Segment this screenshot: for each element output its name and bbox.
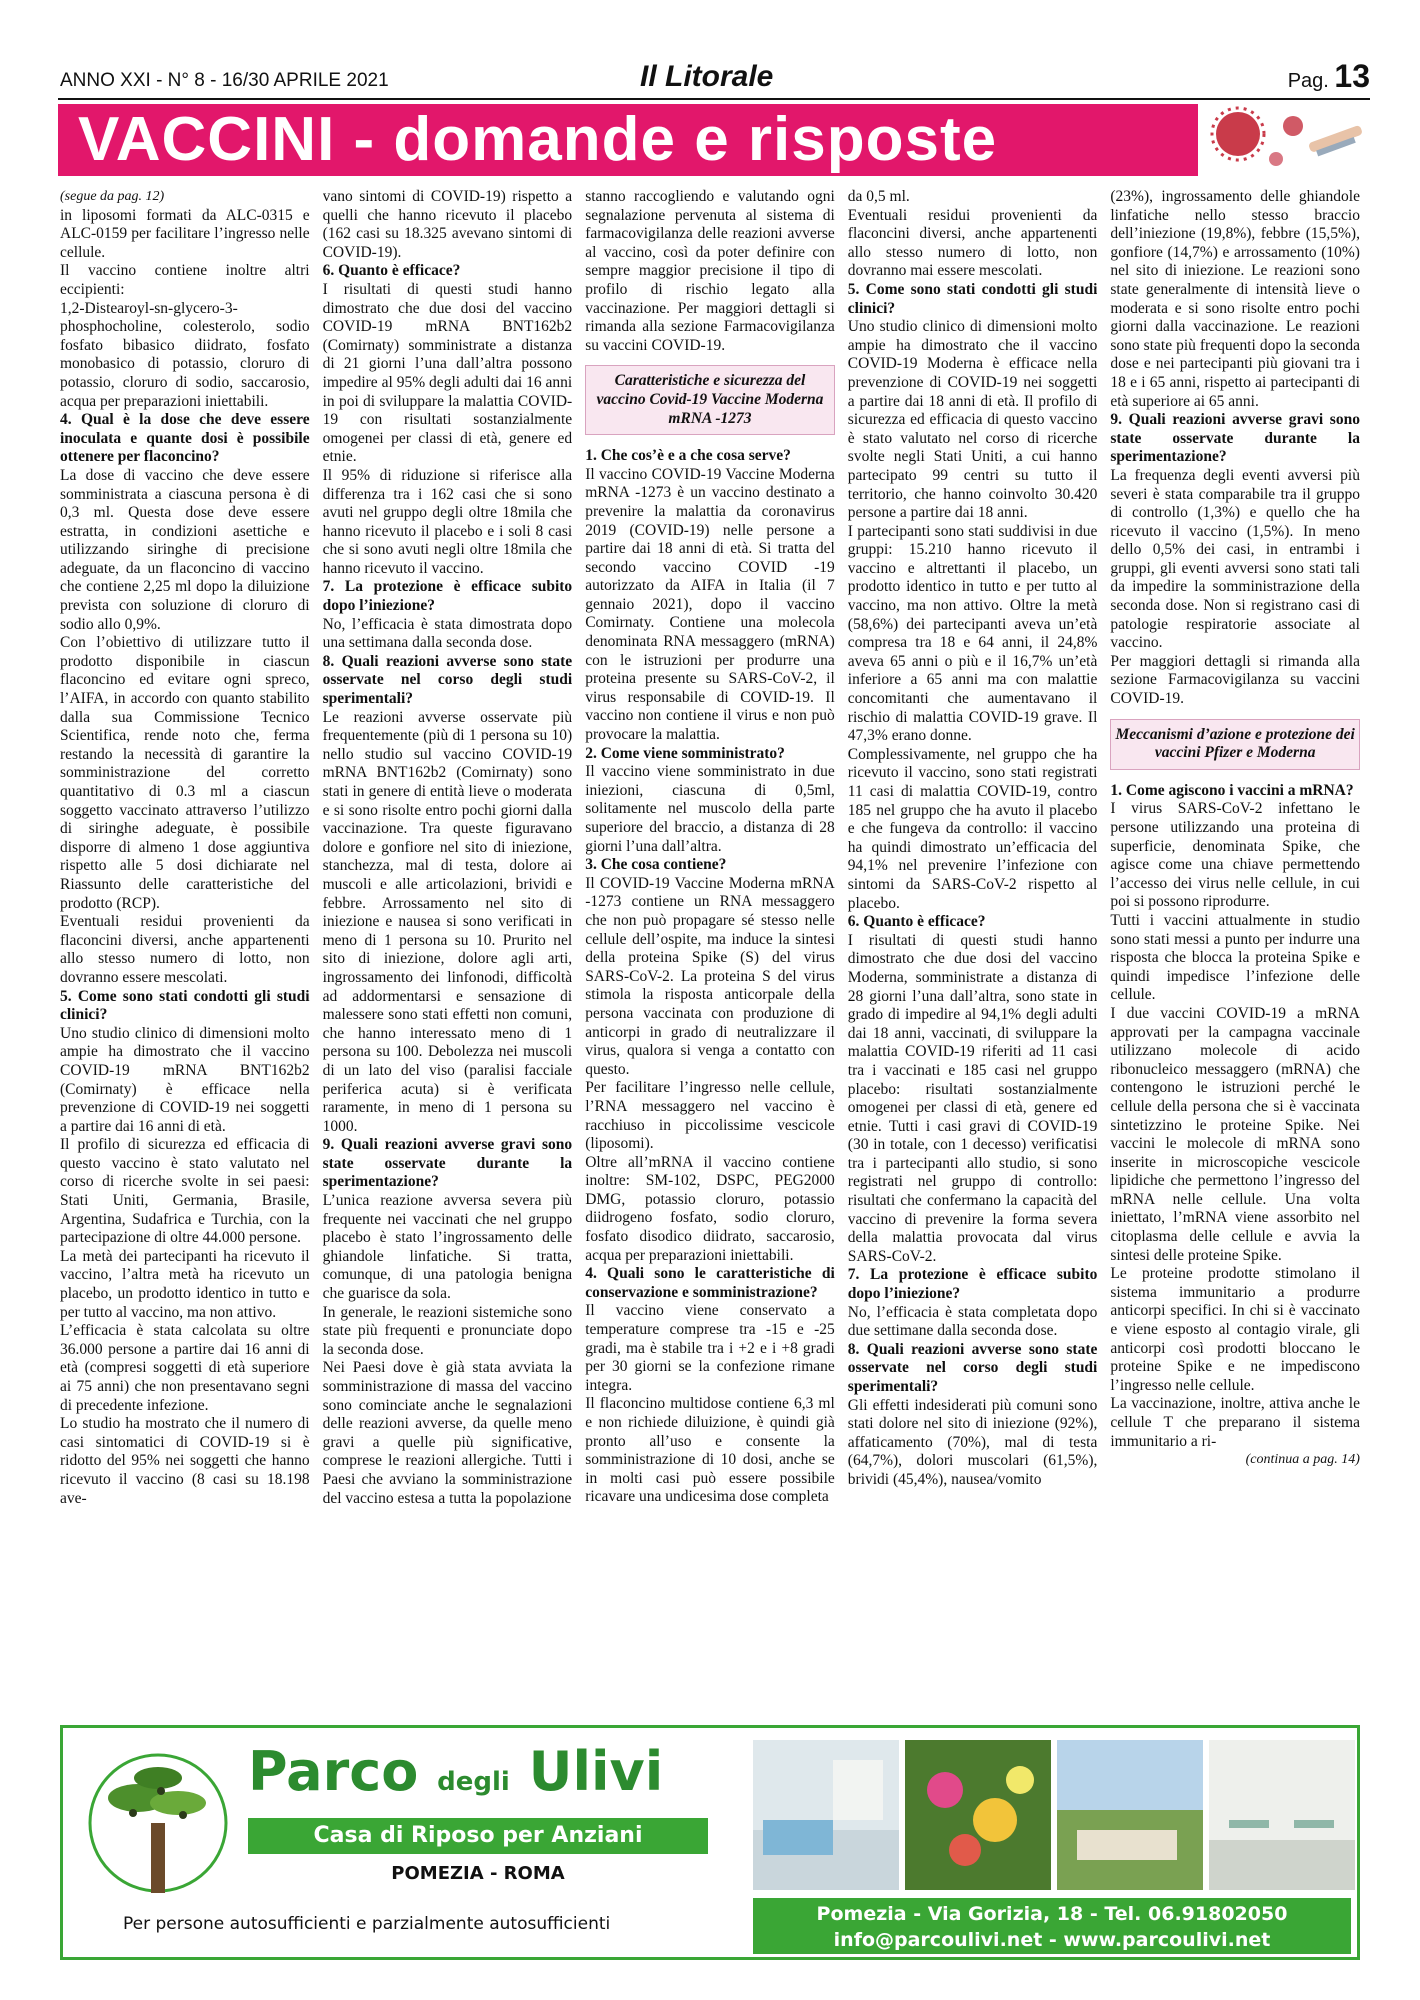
paragraph: stanno raccogliendo e valutando ogni segnalazione pervenuta al sistema di farmacovigilanza delle reazioni avverse al vaccino, così da poter definire con sempre maggior precisione il tipo di profilo di rischio legato alla vaccinazione. Per maggiori dettagli si rimanda alla sezione Farmacovigilanza su vaccini COVID-19.	[585, 188, 835, 354]
paragraph: Il vaccino viene conservato a temperature comprese tra -15 e -25 gradi, ma è stabile tra i +2 e i +8 gradi per 30 giorni se la confezione rimane integra.	[585, 1302, 835, 1394]
subsection-box: Meccanismi d’azione e protezione dei vaccini Pfizer e Moderna	[1110, 719, 1360, 770]
newspaper-name: Il Litorale	[640, 60, 774, 93]
paragraph: Per facilitare l’ingresso nelle cellule, l’RNA messaggero nel vaccino è racchiuso in piccolissime vescicole (liposomi).	[585, 1079, 835, 1153]
issue-info: ANNO XXI - N° 8 - 16/30 APRILE 2021	[60, 70, 389, 91]
question-heading: 4. Quali sono le caratteristiche di conservazione e somministrazione?	[585, 1265, 835, 1301]
paragraph: Per maggiori dettagli si rimanda alla sezione Farmacovigilanza su vaccini COVID-19.	[1110, 652, 1360, 708]
question-heading: 7. La protezione è efficace subito dopo l’iniezione?	[847, 1266, 1098, 1303]
paragraph: Il vaccino COVID-19 Vaccine Moderna mRNA -1273 è un vaccino destinato a prevenire la malattia da coronavirus 2019 (COVID-19) nelle persone a partire dai 18 anni di età. Si tratta del secondo vaccino COVID -19 autorizzato da AIFA in Italia (il 7 gennaio 2021), dopo il vaccino Comirnaty. Contiene una molecola denominata RNA messaggero (mRNA) con le istruzioni per produrre una proteina presente su SARS-CoV-2, il virus responsabile di COVID-19. Il vaccino non contiene il virus e non può provocare la malattia.	[585, 465, 835, 744]
paragraph: La frequenza degli eventi avversi più severi è stata comparabile tra il gruppo di controllo (1,3%) e quello che ha ricevuto il vaccino (1,5%). In meno dello 0,5% dei casi, in entrambi i gruppi, gli eventi avversi sono stati tali da impedire la somministrazione della seconda dose. Non si registrano casi di patologie respiratorie associate al vaccino.	[1110, 466, 1360, 652]
question-heading: 9. Quali reazioni avverse gravi sono state osservate durante la sperimentazione?	[1110, 411, 1360, 466]
continued-note: (segue da pag. 12)	[60, 189, 165, 204]
garden-photo	[1057, 1740, 1203, 1890]
subsection-box: Caratteristiche e sicurezza del vaccino Covid-19 Vaccine Moderna mRNA -1273	[585, 365, 835, 435]
column-5	[1110, 188, 1360, 1708]
column-3	[585, 188, 835, 1708]
column-4	[848, 188, 1098, 1708]
section-banner: VACCINI - domande e risposte	[58, 104, 1198, 176]
paragraph: Il vaccino viene somministrato in due iniezioni, ciascuna di 0,5ml, solitamente nel muscolo della parte superiore del braccio, a distanza di 28 giorni l’una dall’altra.	[585, 763, 835, 855]
article-columns	[60, 188, 1360, 1708]
paragraph: da 0,5 ml.	[847, 188, 910, 205]
advertisement	[60, 1725, 1360, 1960]
paragraph: Il 95% di riduzione si riferisce alla differenza tra i 162 casi che si sono avuti nel gruppo degli oltre 18mila che hanno ricevuto il placebo e i soli 8 casi che si sono avuti negli oltre 18mila che hanno ricevuto il vaccino.	[322, 466, 573, 577]
paragraph: Il vaccino contiene inoltre altri eccipienti:	[60, 262, 310, 298]
question-heading: 1. Come agiscono i vaccini a mRNA?	[1110, 781, 1354, 799]
paragraph: Complessivamente, nel gruppo che ha ricevuto il vaccino, sono stati registrati 11 casi di malattia COVID-19, contro 185 nel gruppo che ha avuto il placebo e che fungeva da controllo: il vaccino ha quindi dimostrato un’efficacia del 94,1% nel prevenire l’infezione con sintomi da SARS-CoV-2 rispetto al placebo.	[847, 745, 1098, 912]
paragraph: I risultati di questi studi hanno dimostrato che due dosi del vaccino Moderna, somministrate a distanza di 28 giorni l’una dall’altra, sono state in grado di impedire al 94,1% degli adulti dai 18 anni, vaccinati, di sviluppare la malattia COVID-19 riferiti ad 11 casi tra i vaccinati e 185 casi nel gruppo placebo: risultati sostanzialmente omogenei per classi di età, genere ed etnie. Tutti i casi gravi di COVID-19 (30 in totale, con 1 decesso) verificatisi tra i partecipanti allo studio, si sono registrati nel gruppo di controllo: risultati che confermano la capacità del vaccino di prevenire la forma severa della malattia provocata dal virus SARS-CoV-2.	[847, 931, 1098, 1265]
ad-city: POMEZIA - ROMA	[391, 1863, 565, 1884]
olive-tree-icon	[83, 1743, 233, 1923]
paragraph: La metà dei partecipanti ha ricevuto il vaccino, l’altra metà ha ricevuto un placebo, un prodotto identico in tutto e per tutto al vaccino, ma non attivo.	[60, 1247, 310, 1321]
paragraph: Gli effetti indesiderati più comuni sono stati dolore nel sito di iniezione (92%), affaticamento (70%), mal di testa (64,7%), dolori muscolari (61,5%), brividi (45,4%), nausea/vomito	[847, 1396, 1098, 1488]
column-1	[60, 188, 310, 1708]
question-heading: 7. La protezione è efficace subito dopo l’iniezione?	[322, 578, 573, 615]
dining-room-photo	[1209, 1740, 1355, 1890]
question-heading: 8. Quali reazioni avverse sono state osservate nel corso degli studi sperimentali?	[322, 652, 573, 708]
paragraph: Le proteine prodotte stimolano il sistema immunitario a produrre anticorpi specifici. In chi si è vaccinato e viene esposto al contagio virale, gli anticorpi così prodotti bloccano le proteine Spike e ne impediscono l’ingresso nelle cellule.	[1110, 1265, 1360, 1394]
question-heading: 1. Che cos’è e a che cosa serve?	[585, 447, 791, 465]
paragraph: Con l’obiettivo di utilizzare tutto il prodotto disponibile in ciascun flaconcino ed evitare ogni spreco, l’AIFA, in accordo con quanto stabilito dalla sua Commissione Tecnico Scientifica, rende noto che, ferma restando la necessità di garantire la somministrazione del corretto quantitativo di 0.3 ml a ciascun soggetto vaccinato attraverso l’utilizzo di siringhe adeguate, è possibile disporre di almeno 1 dose aggiuntiva rispetto alle 5 dosi dichiarate nel Riassunto delle caratteristiche del prodotto (RCP).	[60, 634, 310, 912]
page-number: Pag. 13	[1287, 58, 1370, 94]
header-rule	[58, 98, 1370, 100]
paragraph: Tutti i vaccini attualmente in studio sono stati messi a punto per indurre una risposta che blocca la proteina Spike e quindi impedisce l’infezione delle cellule.	[1110, 911, 1360, 1004]
question-heading: 6. Quanto è efficace?	[847, 913, 986, 931]
paragraph: Oltre all’mRNA il vaccino contiene inoltre: SM-102, DSPC, PEG2000 DMG, potassio cloruro, potassio diidrogeno fosfato, sodio cloruro, fosfato disodico diidrato, saccarosio, acqua per preparazioni iniettabili.	[585, 1153, 835, 1264]
ad-subtitle: Casa di Riposo per Anziani	[248, 1818, 708, 1854]
paragraph: La vaccinazione, inoltre, attiva anche le cellule T che preparano il sistema immunitario a ri-	[1110, 1395, 1360, 1450]
question-heading: 5. Come sono stati condotti gli studi clinici?	[60, 987, 310, 1024]
column-2	[323, 188, 573, 1708]
continued-note: (continua a pag. 14)	[1245, 1452, 1360, 1468]
ad-brand: Parco degli Ulivi	[248, 1740, 664, 1803]
paragraph: I due vaccini COVID-19 a mRNA approvati per la campagna vaccinale utilizzano molecole di acido ribonucleico messaggero (mRNA) che contengono le istruzioni perché le cellule della persona che si è vaccinata sintetizzino le proteine Spike. Nei vaccini le molecole di mRNA sono inserite in microscopiche vescicole lipidiche che permettono l’ingresso del mRNA nelle cellule. Una volta iniettato, l’mRNA viene assorbito nel citoplasma delle cellule e avvia la sintesi delle proteine Spike.	[1110, 1004, 1360, 1264]
paragraph: I virus SARS-CoV-2 infettano le persone utilizzando una proteina di superficie, denominata Spike, che agisce come una chiave permettendo l’accesso dei virus nelle cellule, in cui poi si possono riprodurre.	[1110, 800, 1360, 911]
paragraph: Il COVID-19 Vaccine Moderna mRNA -1273 contiene un RNA messaggero che non può propagare sé stesso nelle cellule dell’ospite, ma induce la sintesi della proteina Spike (S) del virus SARS-CoV-2. La proteina S del virus stimola la risposta anticorpale della persona vaccinata con produzione di anticorpi in grado di neutralizzare il virus, qualora si venga a contatto con questo.	[585, 874, 835, 1078]
paragraph: (23%), ingrossamento delle ghiandole linfatiche nello stesso braccio dell’iniezione (19,8%), febbre (15,5%), gonfiore (14,7%) e arrossamento (10%) nel sito di iniezione. Le reazioni sono state generalmente di intensità lieve o moderata e si sono risolte entro pochi giorni dalla vaccinazione. Le reazioni sono state più frequenti dopo la seconda dose e nei partecipanti più giovani tra i 18 e i 65 anni, rispetto ai partecipanti di età superiore ai 65 anni.	[1110, 188, 1360, 410]
paragraph: I risultati di questi studi hanno dimostrato che due dosi del vaccino COVID-19 mRNA BNT162b2 (Comirnaty) somministrate a distanza di 21 giorni l’una dall’altra possono impedire al 95% degli adulti dai 16 anni in poi di sviluppare la malattia COVID-19 con risultati sostanzialmente omogenei per classi di età, genere ed etnie.	[322, 280, 573, 466]
paragraph: L’efficacia è stata calcolata su oltre 36.000 persone a partire dai 16 anni di età (compresi soggetti di età superiore ai 75 anni) che non presentavano segni di precedente infezione.	[60, 1322, 310, 1414]
paragraph: Nei Paesi dove è già stata avviata la somministrazione di massa del vaccino sono cominciate anche le segnalazioni delle reazioni avverse, da quelle meno gravi a quelle più significative, comprese le reazioni allergiche. Tutti i Paesi che avviano la somministrazione del vaccino estesa a tutta la popolazione	[322, 1359, 573, 1507]
ad-contact	[753, 1898, 1351, 1954]
ad-tagline: Per persone autosufficienti e parzialmente autosufficienti	[123, 1914, 611, 1934]
paragraph: Uno studio clinico di dimensioni molto ampie ha dimostrato che il vaccino COVID-19 Moderna è efficace nella prevenzione di COVID-19 nei soggetti a partire dai 18 anni di età. Il profilo di sicurezza ed efficacia di questo vaccino è stato valutato nel corso di ricerche svolte negli Stati Uniti, a cui hanno partecipato 99 centri su tutto il territorio, che hanno coinvolto 30.420 persone a partire dai 18 anni.	[847, 318, 1098, 522]
paragraph: Lo studio ha mostrato che il numero di casi sintomatici di COVID-19 si è ridotto del 95% nei soggetti che hanno ricevuto il vaccino (8 casi su 18.198 ave-	[60, 1415, 310, 1507]
virus-illustration	[1198, 104, 1370, 176]
paragraph: Eventuali residui provenienti da flaconcini diversi, anche appartenenti allo stesso numero di lotto, non dovranno mai essere mescolati.	[847, 206, 1098, 280]
question-heading: 6. Quanto è efficace?	[322, 262, 461, 280]
paragraph: L’unica reazione avversa severa più frequente nei vaccinati che nel gruppo placebo è stato l’ingrossamento delle ghiandole linfatiche. Si tratta, comunque, di una patologia benigna che guarisce da sola.	[322, 1192, 573, 1303]
question-heading: 9. Quali reazioni avverse gravi sono state osservate durante la sperimentazione?	[322, 1136, 573, 1191]
bedroom-photo	[753, 1740, 899, 1890]
paragraph: Le reazioni avverse osservate più frequentemente (più di 1 persona su 10) nello studio sul vaccino COVID-19 mRNA BNT162b2 (Comirnaty) sono stati in genere di entità lieve o moderata e si sono risolte entro pochi giorni dalla vaccinazione. Tra queste figuravano dolore e gonfiore nel sito di iniezione, stanchezza, mal di testa, dolore ai muscoli e alle articolazioni, brividi e febbre. Arrossamento nel sito di iniezione e nausea si sono verificati in meno di 1 persona su 10. Prurito nel sito di iniezione, dolore agli arti, ingrossamento dei linfonodi, difficoltà ad addormentarsi e sensazione di malessere sono stati effetti non comuni, che hanno interessato meno di 1 persona su 100. Debolezza nei muscoli di un lato del viso (paralisi facciale periferica acuta) si è verificata raramente, in meno di 1 persona su 1000.	[322, 708, 573, 1135]
question-heading: 2. Come viene somministrato?	[585, 744, 785, 762]
paragraph: No, l’efficacia è stata completata dopo due settimane dalla seconda dose.	[847, 1303, 1098, 1340]
question-heading: 4. Qual è la dose che deve essere inoculata e quante dosi è possibile ottenere per flaconcino?	[60, 411, 310, 466]
paragraph: No, l’efficacia è stata dimostrata dopo una settimana dalla seconda dose.	[322, 615, 573, 652]
paragraph: Il profilo di sicurezza ed efficacia di questo vaccino è stato valutato nel corso di ricerche svolte in sei paesi: Stati Uniti, Germania, Brasile, Argentina, Sudafrica e Turchia, con la partecipazione di oltre 44.000 persone.	[60, 1136, 310, 1247]
paragraph: Il flaconcino multidose contiene 6,3 ml e non richiede diluizione, è quindi già pronto all’uso e consente la somministrazione di 10 dosi, anche se in molti casi può essere possibile ricavare una undicesima dose completa	[585, 1395, 835, 1506]
paragraph: La dose di vaccino che deve essere somministrata a ciascuna persona è di 0,3 ml. Questa dose deve essere estratta, in condizioni asettiche e utilizzando siringhe di precisione adeguate, da un flaconcino di vaccino che contiene 2,25 ml dopo la diluizione prevista con soluzione di cloruro di sodio allo 0,9%.	[60, 466, 310, 633]
question-heading: 3. Che cosa contiene?	[585, 856, 727, 874]
paragraph: Uno studio clinico di dimensioni molto ampie ha dimostrato che il vaccino COVID-19 mRNA BNT162b2 (Comirnaty) è efficace nella prevenzione di COVID-19 nei soggetti a partire dai 16 anni di età.	[60, 1024, 310, 1135]
ad-address: Pomezia - Via Gorizia, 18 - Tel. 06.91802050	[816, 1903, 1288, 1925]
paragraph: 1,2-Distearoyl-sn-glycero-3-phosphocholine, colesterolo, sodio fosfato bibasico diidrato, fosfato monobasico di potassio, cloruro di potassio, cloruro di sodio, saccarosio, acqua per preparazioni iniettabili.	[60, 299, 310, 410]
paragraph: Eventuali residui provenienti da flaconcini diversi, anche appartenenti allo stesso numero di lotto, non dovranno essere mescolati.	[60, 913, 310, 986]
paragraph: In generale, le reazioni sistemiche sono state più frequenti e pronunciate dopo la seconda dose.	[322, 1303, 573, 1358]
ad-web: info@parcoulivi.net - www.parcoulivi.net	[833, 1929, 1271, 1951]
question-heading: 5. Come sono stati condotti gli studi clinici?	[847, 280, 1098, 317]
question-heading: 8. Quali reazioni avverse sono state osservate nel corso degli studi sperimentali?	[847, 1340, 1098, 1395]
flowers-photo	[905, 1740, 1051, 1890]
paragraph: I partecipanti sono stati suddivisi in due gruppi: 15.210 hanno ricevuto il vaccino e altrettanti il placebo, un prodotto identico in tutto e per tutto al vaccino, ma non attivo. Oltre la metà (58,6%) dei partecipanti aveva un’età compresa tra 18 e 64 anni, il 24,8% aveva 65 anni o più e il 16,7% un’età inferiore a 65 anni ma con malattie concomitanti che aumentavano il rischio di malattia COVID-19 grave. Il 47,3% erano donne.	[847, 522, 1098, 745]
paragraph: in liposomi formati da ALC-0315 e ALC-0159 per facilitare l’ingresso nelle cellule.	[60, 206, 310, 261]
ad-photos	[753, 1740, 1355, 1890]
paragraph: vano sintomi di COVID-19) rispetto a quelli che hanno ricevuto il placebo (162 casi su 18.325 avevano sintomi di COVID-19).	[322, 188, 573, 261]
